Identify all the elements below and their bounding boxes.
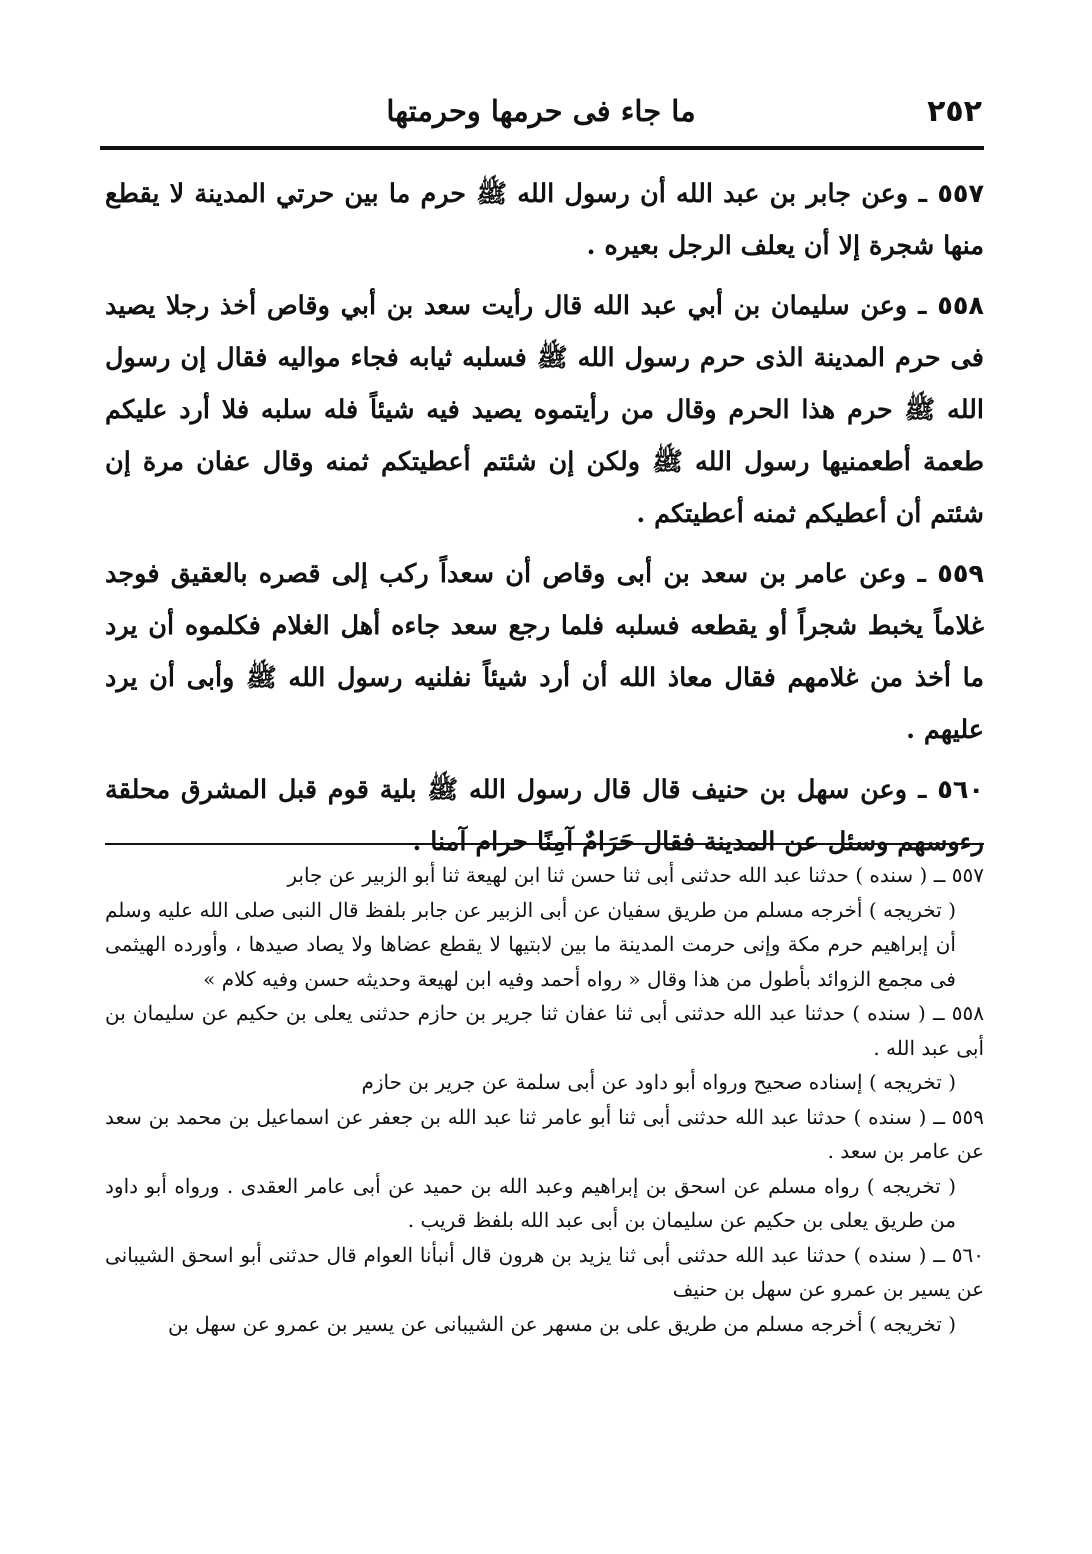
note-text: ( سنده ) حدثنا عبد الله حدثنى أبى ثنا حسن ثنا ابن لهيعة ثنا أبو الزبير عن جابر (287, 863, 928, 887)
hadith-text: وعن سهل بن حنيف قال قال رسول الله ﷺ بلية قوم قبل المشرق محلقة رءوسهم وسئل عن المدينة فقال حَرَامٌ آمِنًا حرام آمنا . (105, 775, 984, 857)
hadith-560 (105, 764, 984, 868)
main-text (105, 168, 984, 876)
note-560-sanad (105, 1238, 984, 1307)
note-text: ( تخريجه ) رواه مسلم عن اسحق بن إبراهيم وعبد الله بن حميد عن أبى عامر العقدى . ورواه أبو داود من طريق يعلى بن حكيم عن سليمان بن أبى عبد الله بلفظ قريب . (105, 1173, 956, 1232)
hadith-number: ٥٦٠ ـ (917, 775, 984, 805)
note-559-takhrij (105, 1169, 984, 1238)
note-text: ( سنده ) حدثنا عبد الله حدثنى أبى ثنا يزيد بن هرون قال أنبأنا العوام قال حدثنى أبو اسحق الشيبانى عن يسير بن عمرو عن سهل بن حنيف (105, 1242, 984, 1301)
note-557-takhrij (105, 893, 984, 997)
footnote-rule (105, 843, 984, 845)
page-header (100, 92, 982, 140)
note-558-sanad (105, 996, 984, 1065)
hadith-text: وعن عامر بن سعد بن أبى وقاص أن سعداً ركب إلى قصره بالعقيق فوجد غلاماً يخبط شجراً أو يقطعه فسلبه فلما رجع سعد جاءه أهل الغلام فكلموه أن يرد ما أخذ من غلامهم فقال معاذ الله أن أرد شيئاً نفلنيه رسول الله ﷺ وأبى أن يرد عليهم . (105, 559, 984, 745)
header-rule (100, 146, 984, 150)
note-number: ٥٦٠ ــ (933, 1242, 984, 1267)
hadith-557 (105, 168, 984, 272)
note-558-takhrij (105, 1065, 984, 1100)
running-title: ما جاء فى حرمها وحرمتها (386, 94, 696, 128)
note-number: ٥٥٨ ــ (932, 1001, 984, 1025)
note-text: ( سنده ) حدثنا عبد الله حدثنى أبى ثنا عفان ثنا جرير بن حازم حدثنى يعلى بن حكيم عن سليمان بن أبى عبد الله . (105, 1001, 984, 1060)
note-number: ٥٥٩ ــ (933, 1104, 984, 1129)
page-number: ٢٥٢ (927, 94, 982, 129)
hadith-text: وعن جابر بن عبد الله أن رسول الله ﷺ حرم ما بين حرتي المدينة لا يقطع منها شجرة إلا أن يعلف الرجل بعيره . (105, 179, 984, 261)
note-557-sanad (105, 858, 984, 893)
note-text: ( تخريجه ) أخرجه مسلم من طريق على بن مسهر عن الشيبانى عن يسير بن عمرو عن سهل بن (168, 1311, 956, 1336)
note-number: ٥٥٧ ــ (933, 863, 984, 887)
note-559-sanad (105, 1100, 984, 1169)
hadith-number: ٥٥٩ ـ (917, 559, 984, 589)
footnotes (105, 858, 984, 1341)
hadith-text: وعن سليمان بن أبي عبد الله قال رأيت سعد بن أبي وقاص أخذ رجلا يصيد فى حرم المدينة الذى حرم رسول الله ﷺ فسلبه ثيابه فجاء مواليه فقال إن رسول الله ﷺ حرم هذا الحرم وقال من رأيتموه يصيد فيه شيئاً فله سلبه فلا أرد عليكم طعمة أطعمنيها رسول الله ﷺ ولكن إن شئتم أعطيتكم ثمنه وقال عفان مرة إن شئتم أن أعطيكم ثمنه أعطيتكم . (105, 291, 984, 529)
hadith-number: ٥٥٧ ـ (918, 179, 985, 209)
note-text: ( سنده ) حدثنا عبد الله حدثنى أبى ثنا أبو عامر ثنا عبد الله بن جعفر عن اسماعيل بن محمد بن سعد عن عامر بن سعد . (105, 1104, 984, 1163)
hadith-558 (105, 280, 984, 540)
note-560-takhrij (105, 1307, 984, 1342)
hadith-559 (105, 548, 984, 756)
note-text: ( تخريجه ) أخرجه مسلم من طريق سفيان عن أبى الزبير عن جابر بلفظ قال النبى صلى الله عليه وسلم أن إبراهيم حرم مكة وإنى حرمت المدينة ما بين لابتيها لا يقطع عضاها ولا يصاد صيدها ، وأورده الهيثمى فى مجمع الزوائد بأطول من هذا وقال « رواه أحمد وفيه ابن لهيعة وحديثه حسن وفيه كلام » (105, 897, 956, 991)
hadith-number: ٥٥٨ ـ (917, 291, 984, 321)
note-text: ( تخريجه ) إسناده صحيح ورواه أبو داود عن أبى سلمة عن جرير بن حازم (361, 1070, 956, 1094)
